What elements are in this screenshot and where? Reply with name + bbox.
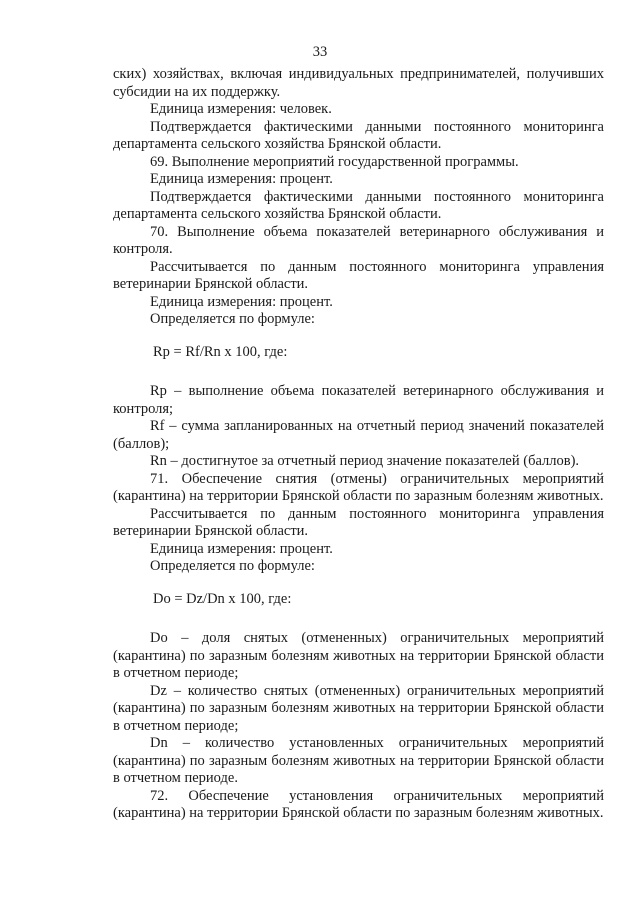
paragraph: Единица измерения: процент. xyxy=(150,171,333,187)
paragraph: Единица измерения: человек. xyxy=(150,101,332,117)
paragraph: Rp – выполнение объема показателей ветеринарного обслуживания и контроля; xyxy=(113,383,604,417)
paragraph: Dz – количество снятых (отмененных) ограничительных мероприятий (карантина) по заразным болезням животных на территории Брянской области в отчетном периоде; xyxy=(113,682,604,734)
paragraph: Определяется по формуле: xyxy=(150,558,315,574)
paragraph: Рассчитывается по данным постоянного мониторинга управления ветеринарии Брянской области. xyxy=(113,505,604,539)
page-number: 33 xyxy=(312,44,328,60)
paragraph: Rf – сумма запланированных на отчетный период значений показателей (баллов); xyxy=(113,418,604,452)
formula: Do = Dz/Dn x 100, где: xyxy=(153,590,292,607)
paragraph: ских) хозяйствах, включая индивидуальных предпринимателей, получивших субсидии на их поддержку. xyxy=(113,66,604,100)
paragraph: Rn – достигнутое за отчетный период значение показателей (баллов). xyxy=(150,453,580,469)
paragraph: Рассчитывается по данным постоянного мониторинга управления ветеринарии Брянской области. xyxy=(113,258,604,292)
paragraph: 71. Обеспечение снятия (отмены) ограничительных мероприятий (карантина) на территории Брянской области по заразным болезням животных. xyxy=(113,470,604,504)
paragraph: 69. Выполнение мероприятий государственной программы. xyxy=(150,153,519,170)
formula: Rp = Rf/Rn x 100, где: xyxy=(153,343,288,360)
paragraph: Do – доля снятых (отмененных) ограничительных мероприятий (карантина) по заразным болезням животных на территории Брянской области в отчетном периоде; xyxy=(113,630,604,681)
paragraph: Определяется по формуле: xyxy=(150,311,315,327)
paragraph: Подтверждается фактическими данными постоянного мониторинга департамента сельского хозяйства Брянской области. xyxy=(113,188,604,222)
paragraph: Единица измерения: процент. xyxy=(150,540,333,557)
paragraph: Dn – количество установленных ограничительных мероприятий (карантина) по заразным болезням животных на территории Брянской области в отчетном периоде. xyxy=(113,735,604,786)
paragraph: 72. Обеспечение установления ограничительных мероприятий (карантина) на территории Брянской области по заразным болезням животных. xyxy=(113,787,604,821)
paragraph: 70. Выполнение объема показателей ветеринарного обслуживания и контроля. xyxy=(113,223,604,257)
paragraph: Единица измерения: процент. xyxy=(150,293,333,310)
document-body xyxy=(113,66,604,823)
paragraph: Подтверждается фактическими данными постоянного мониторинга департамента сельского хозяйства Брянской области. xyxy=(113,118,604,152)
